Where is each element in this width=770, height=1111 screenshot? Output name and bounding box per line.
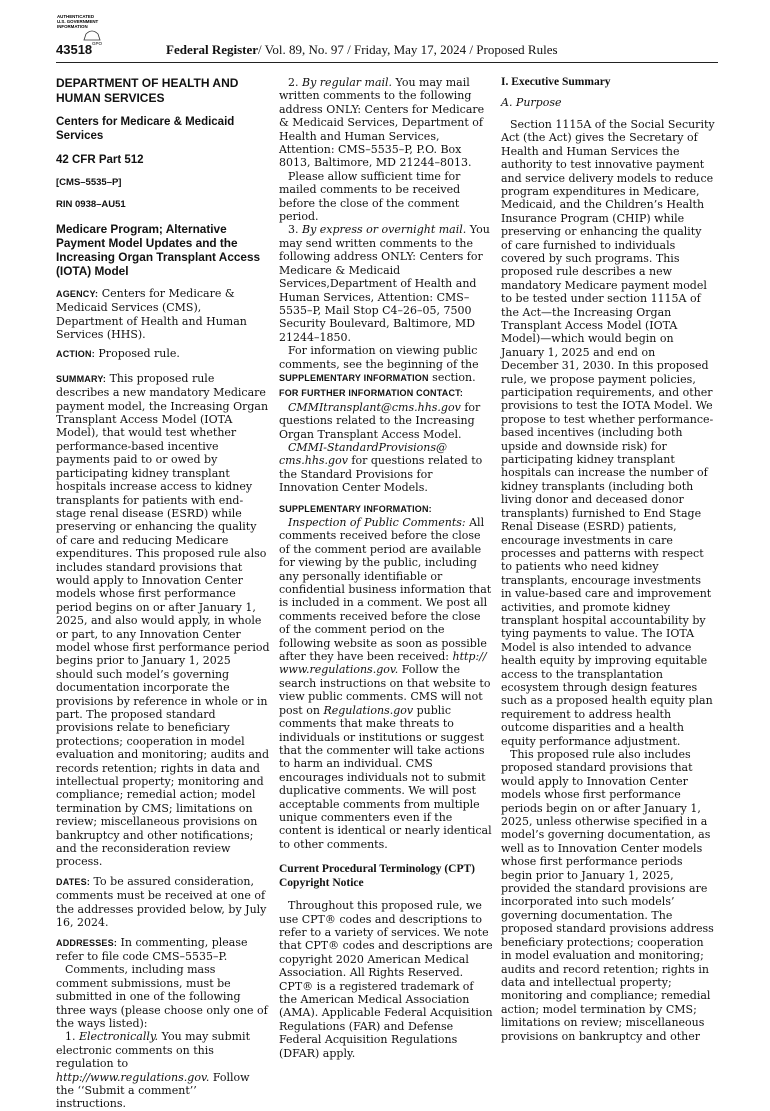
eagle-emblem-icon [84,31,100,40]
column-2 [279,72,493,1060]
agency-name: Centers for Medicare & Medicaid Services [56,116,235,142]
method-text: You may submit electronic comments on this regulation to [56,1030,250,1071]
rin-number: RIN 0938–AU51 [56,199,126,211]
info-end: section. [432,370,476,384]
dates-label: DATES: [56,876,91,887]
agency-label: AGENCY: [56,288,99,299]
method-label: By express or overnight mail. [302,223,467,237]
executive-summary-heading: I. Executive Summary [501,76,611,88]
contact-standard-provisions [279,441,493,495]
item-number: 2. [288,76,299,89]
method-text: You may send written comments to the following address ONLY: Centers for Medicare & Medicaid Services,Department of Health and Human Services, Attention: CMS–5535–P, Mail Stop C4–26–05, 7500 Security Boulevard, Baltimore, MD 21244–1850. [279,223,490,344]
action-label: ACTION: [56,349,95,360]
info-text: For information on viewing public comments, see the beginning of the [279,344,479,371]
addresses-section [56,936,270,964]
action-section [56,347,270,361]
agency-section [56,287,270,342]
column-3 [501,72,715,1043]
page-header [56,42,716,58]
department-name: DEPARTMENT OF HEALTH AND HUMAN SERVICES [56,76,239,105]
dates-section [56,875,270,930]
method-text-end: Follow the ‘‘Submit a comment’’ instructions. [56,1070,250,1111]
agency-text: Centers for Medicare & Medicaid Services (CMS), Department of Health and Human Services (HHS). [56,286,247,342]
running-head [166,42,558,58]
inspection-label: Inspection of Public Comments: [288,516,466,529]
supplementary-info-label: SUPPLEMENTARY INFORMATION: [279,503,432,514]
issue-details: / Vol. 89, No. 97 / Friday, May 17, 2024 / Proposed Rules [258,42,558,57]
cfr-part: 42 CFR Part 512 [56,154,144,166]
contact-text: for questions related to the Increasing Organ Transplant Access Model. [279,400,481,441]
supplementary-ref: SUPPLEMENTARY INFORMATION [279,372,429,383]
inspection-text: All comments received before the close of the comment period are available for viewing by the public, including any personally identifiable or confidential business information that is included in a comment. We post all comments received before the close of the comment period on the following website as soon as possible after they have been received: [279,516,492,664]
regulations-link[interactable]: http://www.regulations.gov. [56,1070,210,1084]
method-electronic [56,1030,270,1110]
method-label: Electronically. [79,1030,159,1044]
regulations-gov-ref: Regulations.gov [323,703,414,717]
inspection-paragraph [279,516,493,851]
summary-label: SUMMARY: [56,373,107,384]
email-link-iota[interactable]: CMMItransplant@cms.hhs.gov [288,400,461,414]
rule-title: Medicare Program; Alternative Payment Model Updates and the Increasing Organ Transplant Access (IOTA) Model [56,221,261,278]
logo-text-line1: AUTHENTICATED [57,14,94,19]
comments-paragraph: Comments, including mass comment submissions, must be submitted in one of the following three ways (please choose only one of the ways listed): [56,963,268,1030]
contact-iota [279,401,493,441]
header-rule [56,62,718,63]
logo-text-line2: U.S. GOVERNMENT [57,19,99,24]
email-link-standard[interactable]: CMMI-StandardProvisions@ cms.hhs.gov [279,440,448,468]
further-info-label: FOR FURTHER INFORMATION CONTACT: [279,388,464,399]
cpt-heading: Current Procedural Terminology (CPT) Copyright Notice [279,863,476,889]
item-number: 1. [65,1030,76,1044]
action-text: Proposed rule. [98,347,180,361]
addresses-text: In commenting, please refer to file code CMS–5535–P. [56,935,248,963]
purpose-label: A. Purpose [501,95,562,109]
contact-text: for questions related to the Standard Provisions for Innovation Center Models. [279,454,483,495]
purpose-subheading [501,96,715,109]
regulations-link[interactable]: http:// www.regulations.gov. [279,650,487,677]
viewing-info-paragraph [279,344,493,385]
page-number: 43518 [56,42,93,57]
publication-name: Federal Register [166,42,259,57]
method-label: By regular mail. [302,76,393,89]
docket-number: [CMS–5535–P] [56,177,122,188]
method-express-mail [279,223,493,344]
inspection-text: Follow the search instructions on that website to view public comments. CMS will not post on [279,663,491,717]
logo-text-line3: INFORMATION [57,24,88,29]
method-regular-mail [279,76,493,170]
cpt-paragraph: Throughout this proposed rule, we use CPT® codes and descriptions to refer to a variety of services. We note that CPT® codes and descriptions are copyright 2020 American Medical Association. All Rights Reserved. CPT® is a registered trademark of the American Medical Association (AMA). Applicable Federal Acquisition Regulations (FAR) and Defense Federal Acquisition Regulations (DFAR) apply. [279,899,493,1060]
addresses-label: ADDRESSES: [56,937,118,948]
purpose-paragraph-2: This proposed rule also includes proposed standard provisions that would apply to Innovation Center models whose first performance periods begin on or after January 1, 2025, unless otherwise specified in a model’s governing documentation, as well as to Innovation Center models whose first performance periods begin prior to January 1, 2025, provided the standard provisions are incorporated into such models’ governing documentation. The proposed standard provisions address beneficiary protections; cooperation in model evaluation and monitoring; audits and record retention; rights in data and intellectual property; monitoring and compliance; remedial action; model termination by CMS; limitations on review; miscellaneous provisions on bankruptcy and other [501,748,714,1043]
item-number: 3. [288,223,299,237]
method-text: You may mail written comments to the following address ONLY: Centers for Medicare & Medicaid Services, Department of Health and Human Services, Attention: CMS–5535–P, P.O. Box 8013, Baltimore, MD 21244–8013. [279,76,485,170]
purpose-paragraph-1: Section 1115A of the Social Security Act (the Act) gives the Secretary of Health and Human Services the authority to test innovative payment and service delivery models to reduce program expenditures in Medicare, Medicaid, and the Children’s Health Insurance Program (CHIP) while preserving or enhancing the quality of care furnished to individuals covered by such programs. This proposed rule describes a new mandatory Medicare payment model to be tested under section 1115A of the Act—the Increasing Organ Transplant Access Model (IOTA Model)—which would begin on January 1, 2025 and end on December 31, 2030. In this proposed rule, we propose payment policies, participation requirements, and other provisions to test the IOTA Model. We propose to test whether performance-based incentives (including both upside and downside risk) for participating kidney transplant hospitals can increase the number of kidney transplants (including both living donor and deceased donor transplants) furnished to End Stage Renal Disease (ESRD) patients, encourage investments in care processes and patterns with respect to patients who need kidney transplants, encourage investments in value-based care and improvement activities, and promote kidney transplant hospital accountability by tying payments to value. The IOTA Model is also intended to advance health equity by improving equitable access to the transplantation ecosystem through design features such as a proposed health equity plan requirement to address health outcome disparities and a health equity performance adjustment. [501,117,715,748]
summary-section [56,372,270,869]
logo-text-gpo: GPO [92,41,103,46]
column-1 [56,72,270,1111]
gpo-authentication-logo [56,12,108,46]
allow-time-paragraph: Please allow sufficient time for mailed comments to be received before the close of the comment period. [279,169,461,224]
inspection-text: public comments that make threats to individuals or institutions or suggest that the commenter will take actions to harm an individual. CMS encourages individuals not to submit duplicative comments. We will post acceptable comments from multiple unique commenters even if the content is identical or nearly identical to other comments. [279,703,492,851]
dates-text: To be assured consideration, comments must be received at one of the addresses provided below, by July 16, 2024. [56,874,267,930]
summary-text: This proposed rule describes a new mandatory Medicare payment model, the Increasing Organ Transplant Access Model (IOTA Model), that would test whether performance-based incentive payments paid to or owed by participating kidney transplant hospitals increase access to kidney transplants for patients with end-stage renal disease (ESRD) while preserving or enhancing the quality of care and reducing Medicare expenditures. This proposed rule also includes standard provisions that would apply to Innovation Center models whose first performance period begins on or after January 1, 2025, and also would apply, in whole or part, to any Innovation Center model whose first performance period begins prior to January 1, 2025 should such model’s governing documentation incorporate the provisions by reference in whole or in part. The proposed standard provisions relate to beneficiary protections; cooperation in model evaluation and monitoring; audits and records retention; rights in data and intellectual property; monitoring and compliance; remedial action; model termination by CMS; limitations on review; miscellaneous provisions on bankruptcy and other notifications; and the reconsideration review process. [56,371,270,869]
